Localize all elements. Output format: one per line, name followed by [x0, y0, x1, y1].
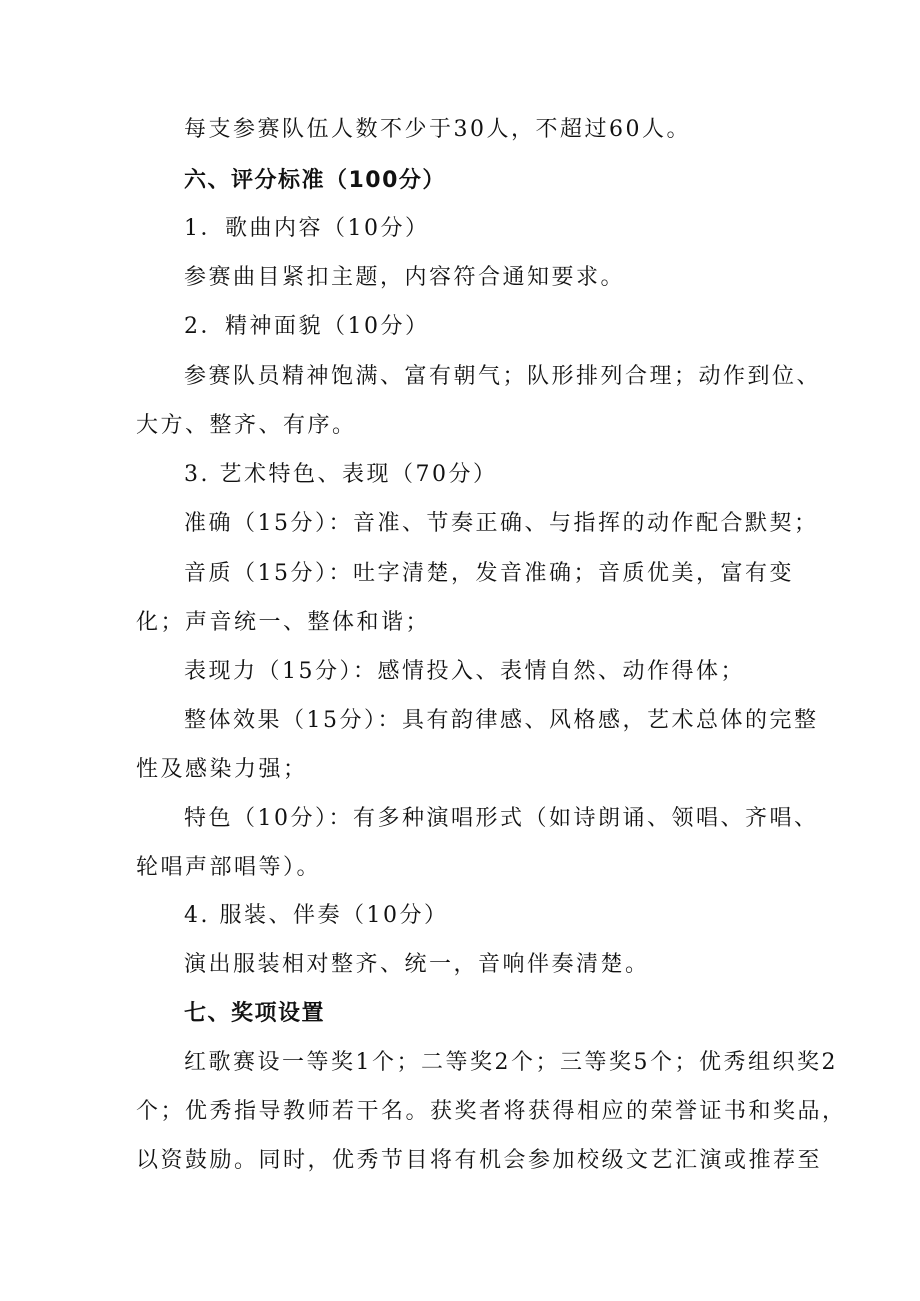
- overall-paragraph-line-2: 性及感染力强；: [136, 757, 308, 782]
- feature-paragraph-line-2: 轮唱声部唱等）。: [136, 855, 322, 880]
- awards-paragraph-line-1: 红歌赛设一等奖1个；二等奖2个；三等奖5个；优秀组织奖2: [184, 1050, 838, 1075]
- item-2-paragraph-line-1: 参赛队员精神饱满、富有朝气；队形排列合理；动作到位、: [184, 364, 822, 389]
- item-1-heading: 1．歌曲内容（10分）: [184, 216, 430, 241]
- item-1-paragraph: 参赛曲目紧扣主题，内容符合通知要求。: [184, 265, 626, 290]
- item-4-heading: 4. 服装、伴奏（10分）: [184, 903, 449, 928]
- overall-paragraph-line-1: 整体效果（15分）：具有韵律感、风格感，艺术总体的完整: [184, 708, 819, 733]
- item-2-paragraph-line-2: 大方、整齐、有序。: [136, 413, 357, 438]
- tone-paragraph-line-2: 化；声音统一、整体和谐；: [136, 610, 431, 635]
- awards-paragraph-line-2: 个；优秀指导教师若干名。获奖者将获得相应的荣誉证书和奖品，: [136, 1099, 847, 1124]
- awards-paragraph-line-3: 以资鼓励。同时，优秀节目将有机会参加校级文艺汇演或推荐至: [136, 1148, 823, 1173]
- section-6-heading: 六、评分标准（100分）: [184, 168, 446, 193]
- accuracy-paragraph: 准确（15分）：音准、节奏正确、与指挥的动作配合默契；: [184, 511, 819, 536]
- section-7-heading: 七、奖项设置: [184, 1001, 326, 1026]
- expression-paragraph: 表现力（15分）：感情投入、表情自然、动作得体；: [184, 659, 745, 684]
- tone-paragraph-line-1: 音质（15分）：吐字清楚，发音准确；音质优美，富有变: [184, 561, 794, 586]
- feature-paragraph-line-1: 特色（10分）：有多种演唱形式（如诗朗诵、领唱、齐唱、: [184, 806, 819, 831]
- item-4-paragraph: 演出服装相对整齐、统一，音响伴奏清楚。: [184, 952, 650, 977]
- item-3-heading: 3. 艺术特色、表现（70分）: [184, 462, 498, 487]
- item-2-heading: 2．精神面貌（10分）: [184, 314, 430, 339]
- team-size-paragraph: 每支参赛队伍人数不少于30人，不超过60人。: [184, 117, 691, 142]
